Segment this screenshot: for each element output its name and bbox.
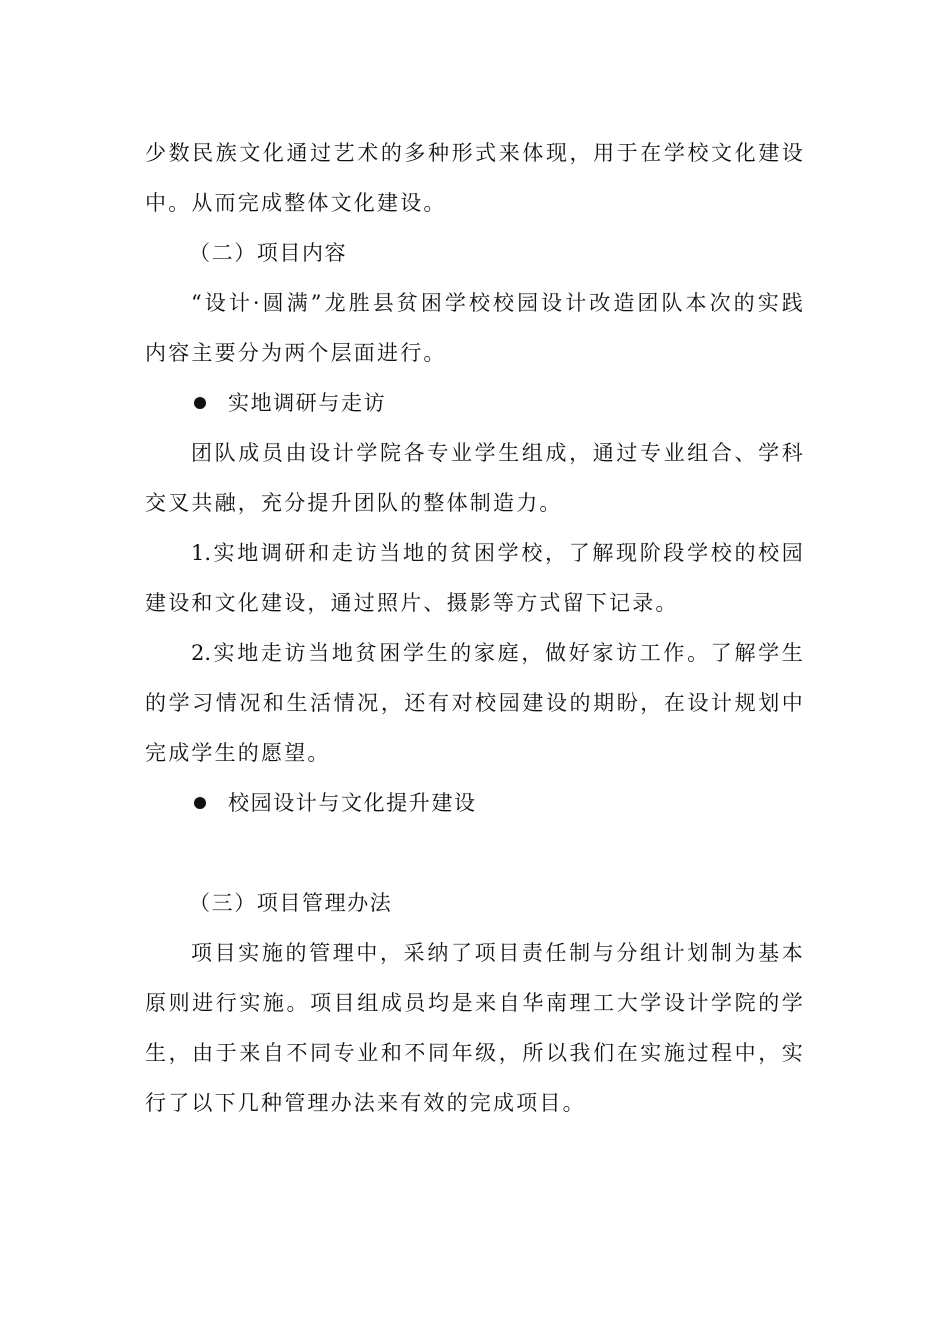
numbered-item-1	[145, 528, 805, 628]
numbered-item-1-number: 1.	[191, 541, 212, 565]
section-heading-project-management: （三）项目管理办法	[189, 891, 393, 915]
bullet-label: 实地调研与走访	[228, 391, 387, 415]
numbered-item-1-text: 实地调研和走访当地的贫困学校，了解现阶段学校的校园建设和文化建设，通过照片、摄影等方式留下记录。	[145, 541, 805, 615]
paragraph-practice-overview: “设计·圆满”龙胜县贫困学校校园设计改造团队本次的实践内容主要分为两个层面进行。	[145, 291, 805, 365]
document-body	[145, 128, 805, 1128]
bullet-label: 校园设计与文化提升建设	[228, 791, 477, 815]
bullet-item-field-research	[145, 378, 805, 428]
bullet-dot-icon	[194, 797, 206, 809]
paragraph-culture-expression: 少数民族文化通过艺术的多种形式来体现，用于在学校文化建设中。从而完成整体文化建设。	[145, 141, 805, 215]
paragraph-management-methods: 项目实施的管理中，采纳了项目责任制与分组计划制为基本原则进行实施。项目组成员均是来自华南理工大学设计学院的学生，由于来自不同专业和不同年级，所以我们在实施过程中，实行了以下几种管理办法来有效的完成项目。	[145, 941, 805, 1115]
bullet-dot-icon	[194, 397, 206, 409]
section-heading-project-content: （二）项目内容	[189, 241, 348, 265]
bullet-item-campus-design	[145, 778, 805, 828]
numbered-item-2-number: 2.	[191, 641, 212, 665]
paragraph-team-members: 团队成员由设计学院各专业学生组成，通过专业组合、学科交叉共融，充分提升团队的整体制造力。	[145, 441, 805, 515]
numbered-item-2-text: 实地走访当地贫困学生的家庭，做好家访工作。了解学生的学习情况和生活情况，还有对校园建设的期盼，在设计规划中完成学生的愿望。	[145, 641, 805, 765]
numbered-item-2	[145, 628, 805, 778]
